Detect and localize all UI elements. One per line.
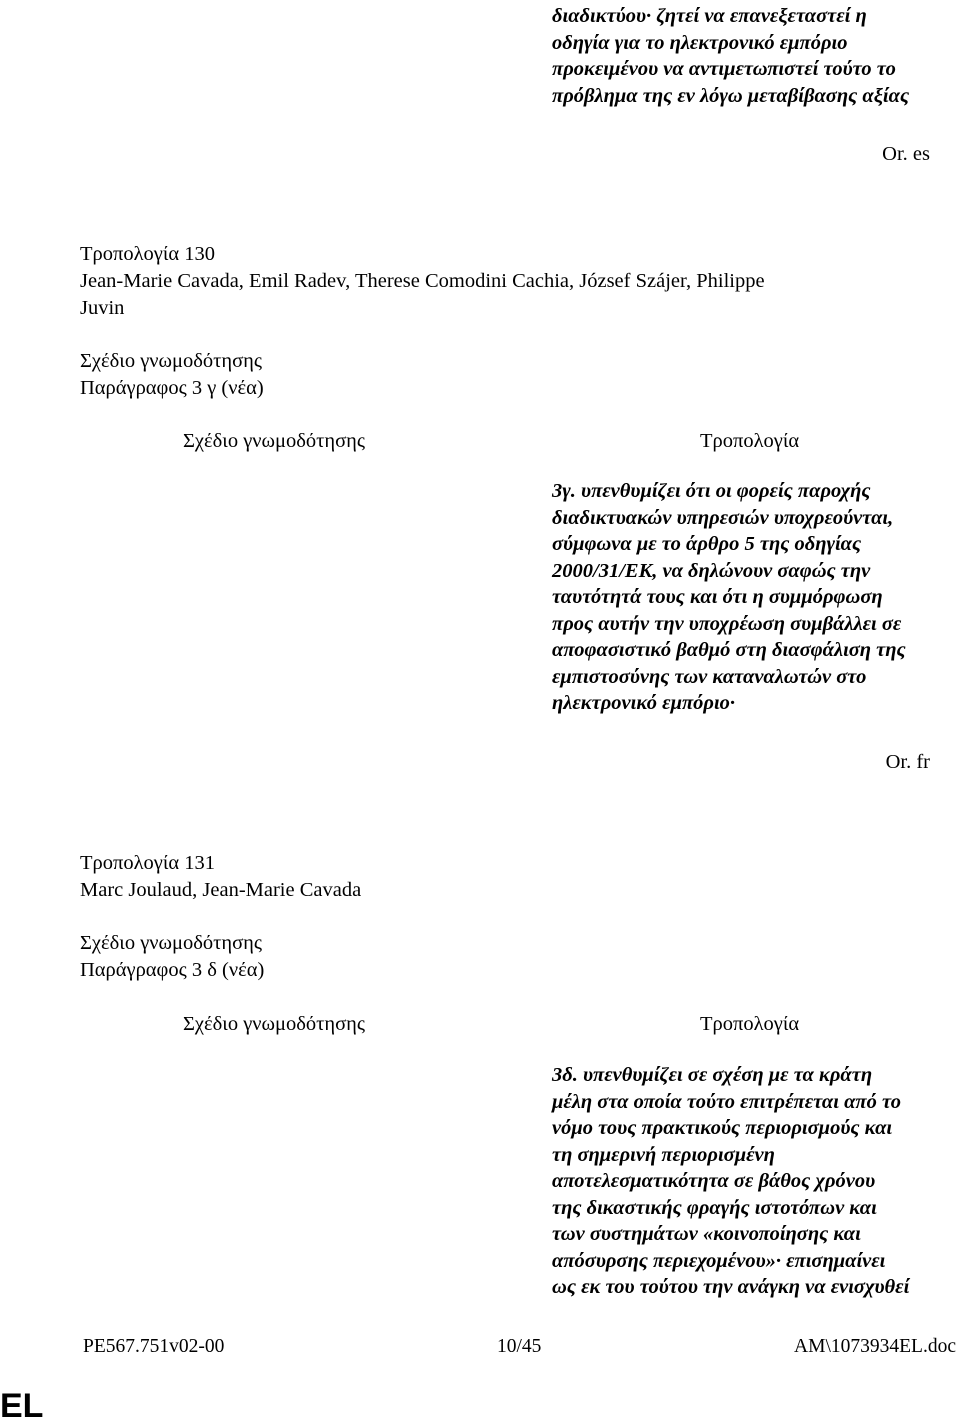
footer-file-name: AM\1073934EL.doc: [794, 1336, 956, 1357]
footer-page-number: 10/45: [497, 1336, 542, 1357]
amendment-title: Τροπολογία 130: [80, 243, 215, 265]
amendment-authors-continued: Juvin: [80, 297, 125, 319]
column-header-amendment: Τροπολογία: [700, 430, 800, 452]
text-line: αποτελεσματικότητα σε βάθος χρόνου: [552, 1170, 876, 1192]
paragraph-reference: Παράγραφος 3 γ (νέα): [80, 377, 264, 399]
text-line: ταυτότητά τους και ότι η συμμόρφωση: [552, 586, 883, 608]
document-name: Σχέδιο γνωμοδότησης: [80, 932, 263, 954]
text-line: μέλη στα οποία τούτο επιτρέπεται από το: [552, 1090, 902, 1113]
document-name: Σχέδιο γνωμοδότησης: [80, 350, 263, 372]
text-line: οδηγία για το ηλεκτρονικό εμπόριο: [552, 31, 848, 54]
footer-document-reference: PE567.751v02-00: [83, 1336, 225, 1357]
amendment-131-reference: [80, 930, 264, 984]
text-line: προκειμένου να αντιμετωπιστεί τούτο το: [552, 58, 896, 80]
text-line: διαδικτύου· ζητεί να επανεξεταστεί η: [552, 5, 867, 27]
origin-language-es: Or. es: [882, 143, 930, 165]
amendment-130-text: [552, 478, 960, 717]
text-line: σύμφωνα με το άρθρο 5 της οδηγίας: [552, 533, 862, 555]
amendment-authors: Marc Joulaud, Jean-Marie Cavada: [80, 879, 362, 901]
text-line: ως εκ του τούτου την ανάγκη να ενισχυθεί: [552, 1276, 910, 1298]
text-line: αποφασιστικό βαθμό στη διασφάλιση της: [552, 639, 906, 661]
amendment-131-header: [80, 850, 361, 904]
text-line: 3γ. υπενθυμίζει ότι οι φορείς παροχής: [552, 480, 871, 502]
amendment-title: Τροπολογία 131: [80, 852, 215, 874]
text-line: πρόβλημα της εν λόγω μεταβίβασης αξίας: [552, 84, 910, 107]
amendment-131-text: [552, 1062, 960, 1301]
amendment-authors: Jean-Marie Cavada, Emil Radev, Therese Comodini Cachia, József Szájer, Philippe: [80, 270, 765, 292]
paragraph-reference: Παράγραφος 3 δ (νέα): [80, 959, 265, 981]
text-line: προς αυτήν την υποχρέωση συμβάλλει σε: [552, 612, 902, 635]
language-code: EL: [0, 1387, 44, 1425]
amendment-130-header: [80, 241, 765, 322]
text-line: της δικαστικής φραγής ιστοτόπων και: [552, 1196, 877, 1219]
amendment-130-reference: [80, 348, 264, 402]
text-line: νόμο τους πρακτικούς περιορισμούς και: [552, 1117, 893, 1139]
column-header-draft-opinion: Σχέδιο γνωμοδότησης: [183, 1013, 366, 1035]
text-line: 2000/31/ΕΚ, να δηλώνουν σαφώς την: [552, 559, 871, 582]
continued-amendment-text: [552, 3, 960, 109]
text-line: διαδικτυακών υπηρεσιών υποχρεούνται,: [552, 506, 894, 529]
column-header-draft-opinion: Σχέδιο γνωμοδότησης: [183, 430, 366, 452]
text-line: 3δ. υπενθυμίζει σε σχέση με τα κράτη: [552, 1064, 873, 1086]
text-line: απόσυρσης περιεχομένου»· επισημαίνει: [552, 1249, 886, 1272]
origin-language-fr: Or. fr: [885, 751, 930, 773]
text-line: ηλεκτρονικό εμπόριο·: [552, 692, 736, 714]
column-header-amendment: Τροπολογία: [700, 1013, 800, 1035]
text-line: τη σημερινή περιορισμένη: [552, 1143, 775, 1166]
text-line: των συστημάτων «κοινοποίησης και: [552, 1223, 861, 1245]
text-line: εμπιστοσύνης των καταναλωτών στο: [552, 665, 867, 688]
